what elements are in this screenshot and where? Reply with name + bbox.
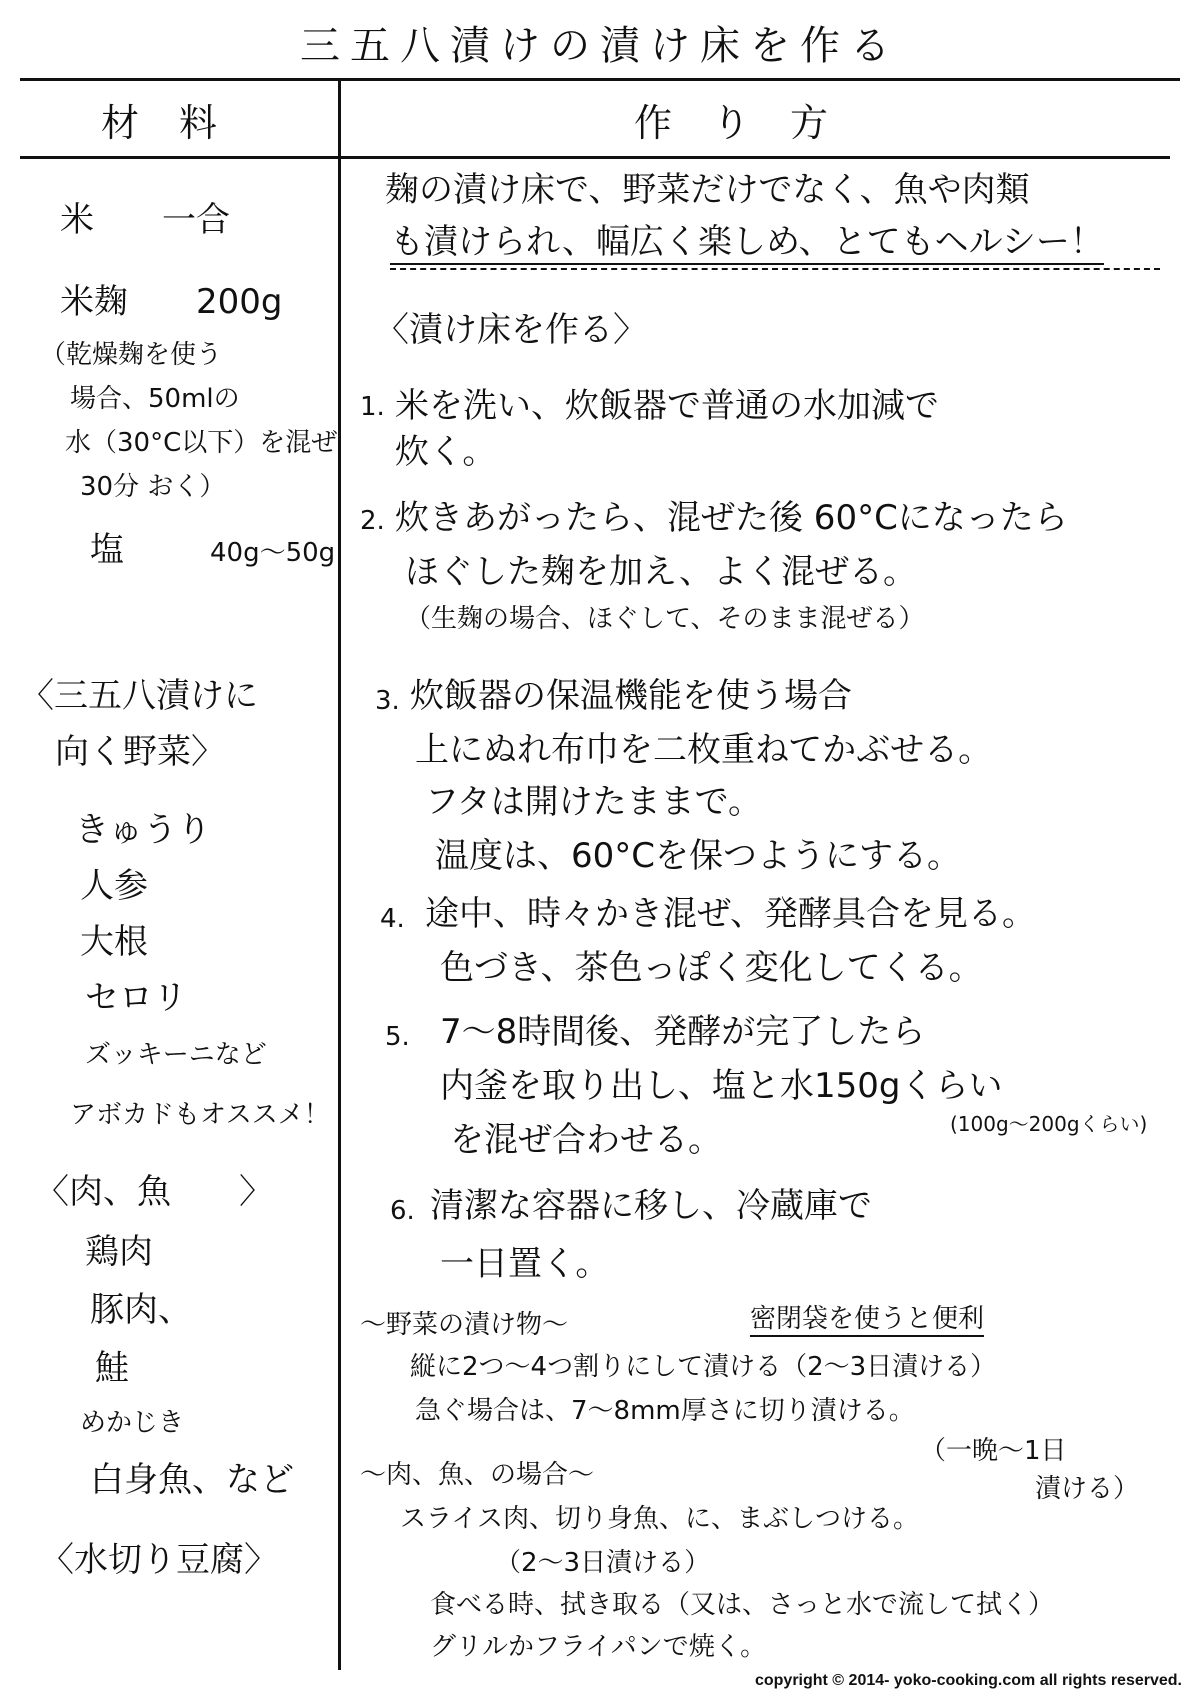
step-4-number: 4. xyxy=(380,904,405,934)
vegetable-6: アボカドもオススメ！ xyxy=(70,1100,330,1130)
copyright-notice: copyright © 2014- yoko-cooking.com all rights reserved. xyxy=(754,1672,1182,1689)
method-section-heading: 〈漬け床を作る〉 xyxy=(375,310,647,350)
meat-pickle-line-1: スライス肉、切り身魚、に、まぶしつける。 xyxy=(400,1504,919,1534)
koji-note-2: 場合、50mlの xyxy=(70,384,240,414)
step-3-line-3: フタは開けたままで。 xyxy=(425,782,762,822)
step-6-line-2: 一日置く。 xyxy=(440,1244,610,1284)
step-6-number: 6. xyxy=(390,1196,415,1226)
intro-line-2: も漬けられ、幅広く楽しめ、とてもヘルシー！ xyxy=(390,222,1104,265)
step-1-line-2: 炊く。 xyxy=(395,432,497,472)
step-4-line-2: 色づき、茶色っぽく変化してくる。 xyxy=(440,948,983,988)
vegetable-1: きゅうり xyxy=(75,810,211,850)
koji-note-1: （乾燥麹を使う xyxy=(40,340,223,370)
top-rule xyxy=(20,78,1180,81)
vegetable-5: ズッキーニなど xyxy=(85,1040,267,1070)
veg-pickle-note-1: （一晩～1日 xyxy=(920,1436,1067,1466)
intro-line-1: 麹の漬け床で、野菜だけでなく、魚や肉類 xyxy=(385,170,1030,210)
salt-amount: 40g～50g xyxy=(210,538,336,568)
meat-pickle-heading: ～肉、魚、の場合～ xyxy=(360,1460,595,1490)
step-3-line-2: 上にぬれ布巾を二枚重ねてかぶせる。 xyxy=(415,730,993,770)
koji-note-3: 水（30°C以下）を混ぜ xyxy=(65,428,338,458)
veg-pickle-note-2: 漬ける） xyxy=(1035,1474,1140,1504)
step-1-line-1: 米を洗い、炊飯器で普通の水加減で xyxy=(395,386,939,426)
column-divider xyxy=(338,80,341,1670)
step-5-note: (100g～200gくらい) xyxy=(950,1112,1148,1136)
meat-2: 豚肉、 xyxy=(90,1290,192,1330)
veg-pickle-heading: ～野菜の漬け物～ xyxy=(360,1310,569,1340)
meat-4: めかじき xyxy=(80,1408,185,1438)
step-6-line-1: 清潔な容器に移し、冷蔵庫で xyxy=(430,1186,872,1226)
step-5-line-3: を混ぜ合わせる。 xyxy=(450,1120,722,1160)
step-5-line-2: 内釜を取り出し、塩と水150gくらい xyxy=(440,1066,1003,1106)
step-3-line-1: 炊飯器の保温機能を使う場合 xyxy=(410,676,852,716)
step-3-number: 3. xyxy=(375,686,400,716)
step-4-line-1: 途中、時々かき混ぜ、発酵具合を見る。 xyxy=(425,894,1036,934)
tofu-heading: 〈水切り豆腐〉 xyxy=(40,1540,278,1580)
step-2-line-2: ほぐした麹を加え、よく混ぜる。 xyxy=(405,552,918,592)
header-rule xyxy=(20,156,1170,159)
step-2-line-1: 炊きあがったら、混ぜた後 60°Cになったら xyxy=(395,498,1068,538)
ingredient-koji: 米麹 200g xyxy=(60,282,283,322)
koji-note-4: 30分 おく） xyxy=(80,472,226,502)
meat-heading: 〈肉、魚 〉 xyxy=(35,1172,273,1212)
method-header: 作り方 xyxy=(633,101,868,145)
veg-heading-2: 向く野菜〉 xyxy=(55,732,225,772)
vegetable-2: 人参 xyxy=(80,866,148,906)
step-5-line-1: 7～8時間後、発酵が完了したら xyxy=(440,1012,926,1052)
meat-pickle-line-3: 食べる時、拭き取る（又は、さっと水で流して拭く） xyxy=(430,1590,1055,1620)
vegetable-4: セロリ xyxy=(85,978,187,1018)
veg-pickle-tip: 密閉袋を使うと便利 xyxy=(750,1304,984,1337)
step-2-note: （生麹の場合、ほぐして、そのまま混ぜる） xyxy=(405,604,925,634)
step-2-number: 2. xyxy=(360,506,385,536)
step-5-number: 5. xyxy=(385,1022,410,1052)
meat-3: 鮭 xyxy=(95,1348,129,1388)
page-title: 三五八漬けの漬け床を作る xyxy=(300,23,900,69)
meat-1: 鶏肉 xyxy=(85,1232,153,1272)
meat-pickle-line-2: （2～3日漬ける） xyxy=(495,1548,711,1578)
meat-pickle-line-4: グリルかフライパンで焼く。 xyxy=(430,1632,767,1662)
intro-dash-rule xyxy=(390,268,1160,270)
ingredient-rice: 米 一合 xyxy=(60,200,230,240)
ingredient-salt: 塩 xyxy=(90,530,124,570)
ingredients-header: 材料 xyxy=(100,101,257,145)
step-1-number: 1. xyxy=(360,392,385,422)
veg-heading-1: 〈三五八漬けに xyxy=(20,676,258,716)
veg-pickle-line-2: 急ぐ場合は、7～8mm厚さに切り漬ける。 xyxy=(415,1396,915,1426)
step-3-line-4: 温度は、60°Cを保つようにする。 xyxy=(435,836,962,876)
meat-5: 白身魚、など xyxy=(90,1460,294,1500)
veg-pickle-line-1: 縦に2つ～4つ割りにして漬ける（2～3日漬ける） xyxy=(410,1352,997,1382)
vegetable-3: 大根 xyxy=(80,922,148,962)
